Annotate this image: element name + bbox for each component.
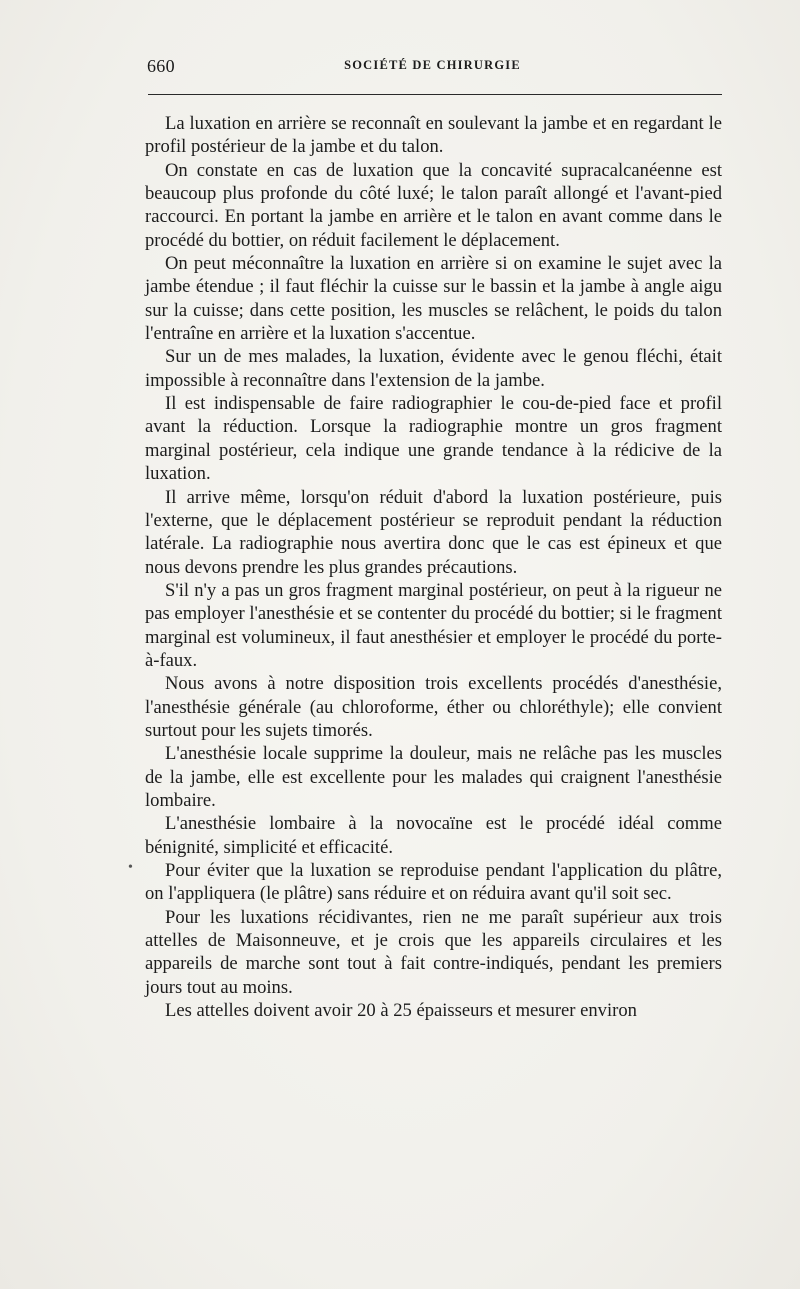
paragraph: L'anesthésie lombaire à la novocaïne est le procédé idéal comme bénignité, simplicité et efficacité.: [145, 813, 722, 858]
paragraph: On constate en cas de luxation que la concavité supracalcanéenne est beaucoup plus profonde du côté luxé; le talon paraît allongé et l'avant-pied raccourci. En portant la jambe en arrière et le talon en avant comme dans le procédé du bottier, on réduit facilement le déplacement.: [145, 159, 722, 251]
paragraph: Nous avons à notre disposition trois excellents procédés d'anesthésie, l'anesthésie générale (au chloroforme, éther ou chloréthyle); elle convient surtout pour les sujets timorés.: [145, 673, 722, 741]
paragraph: Pour les luxations récidivantes, rien ne me paraît supérieur aux trois attelles de Maisonneuve, et je crois que les appareils circulaires et les appareils de marche sont tout à fait contre-indiqués, pendant les premiers jours tout au moins.: [145, 906, 722, 998]
paragraph: Il arrive même, lorsqu'on réduit d'abord la luxation postérieure, puis l'externe, que le déplacement postérieur se reproduit pendant la réduction latérale. La radiographie nous avertira donc que le cas est épineux et que nous devons prendre les plus grandes précautions.: [145, 486, 722, 578]
paragraph: Pour éviter que la luxation se reproduise pendant l'application du plâtre, on l'appliquera (le plâtre) sans réduire et on réduira avant qu'il soit sec.: [145, 860, 722, 905]
body-text: [145, 112, 722, 1022]
paragraph: L'anesthésie locale supprime la douleur, mais ne relâche pas les muscles de la jambe, elle est excellente pour les malades qui craignent l'anesthésie lombaire.: [145, 743, 722, 811]
running-title: SOCIÉTÉ DE CHIRURGIE: [344, 58, 521, 72]
margin-mark: •: [128, 860, 133, 875]
paragraph: Il est indispensable de faire radiographier le cou-de-pied face et profil avant la réduction. Lorsque la radiographie montre un gros fragment marginal postérieur, cela indique une grande tendance à la rédicive de la luxation.: [145, 393, 722, 485]
paragraph: Sur un de mes malades, la luxation, évidente avec le genou fléchi, était impossible à reconnaître dans l'extension de la jambe.: [145, 346, 722, 391]
paragraph: S'il n'y a pas un gros fragment marginal postérieur, on peut à la rigueur ne pas employer l'anesthésie et se contenter du procédé du bottier; si le fragment marginal est volumineux, il faut anesthésier et employer le procédé du porte-à-faux.: [145, 579, 722, 671]
paragraph: Les attelles doivent avoir 20 à 25 épaisseurs et mesurer environ: [165, 1000, 637, 1022]
page-number: 660: [147, 56, 175, 76]
page-header: [145, 56, 720, 82]
header-rule: [148, 94, 722, 95]
paragraph: On peut méconnaître la luxation en arrière si on examine le sujet avec la jambe étendue ; il faut fléchir la cuisse sur le bassin et la jambe à angle aigu sur la cuisse; dans cette position, les muscles se relâchent, le poids du talon l'entraîne en arrière et la luxation s'accentue.: [145, 253, 722, 345]
paragraph: La luxation en arrière se reconnaît en soulevant la jambe et en regardant le profil postérieur de la jambe et du talon.: [145, 113, 722, 158]
